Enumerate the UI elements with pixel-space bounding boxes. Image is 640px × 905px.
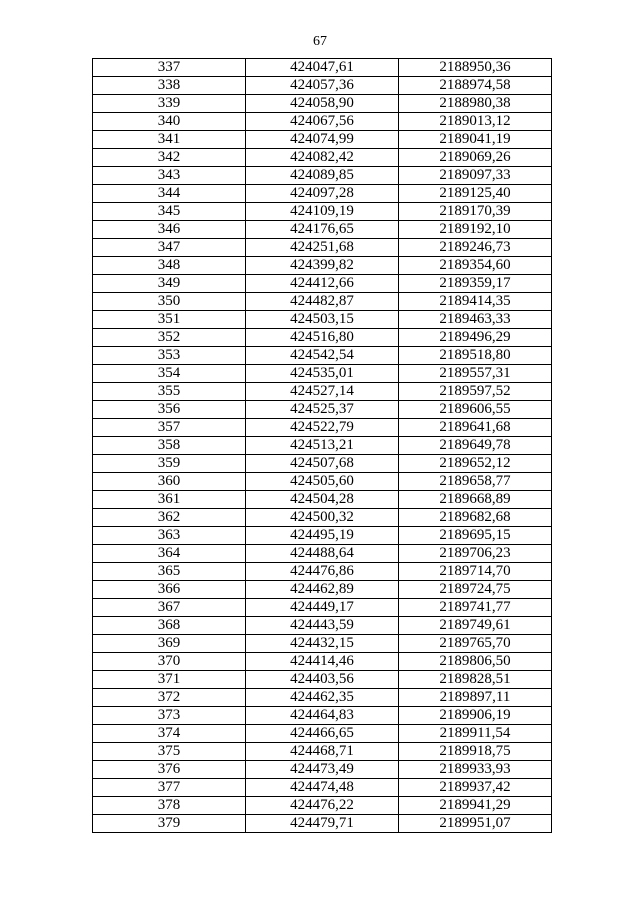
x-coordinate-cell: 424505,60 [246, 473, 399, 491]
point-number-cell: 344 [93, 185, 246, 203]
point-number-cell: 355 [93, 383, 246, 401]
y-coordinate-cell: 2189724,75 [399, 581, 552, 599]
y-coordinate-cell: 2188950,36 [399, 59, 552, 77]
point-number-cell: 375 [93, 743, 246, 761]
table-row [93, 59, 552, 77]
x-coordinate-cell: 424462,89 [246, 581, 399, 599]
point-number-cell: 365 [93, 563, 246, 581]
point-number-cell: 362 [93, 509, 246, 527]
y-coordinate-cell: 2189695,15 [399, 527, 552, 545]
table-row [93, 779, 552, 797]
point-number-cell: 359 [93, 455, 246, 473]
point-number-cell: 368 [93, 617, 246, 635]
x-coordinate-cell: 424504,28 [246, 491, 399, 509]
page-number: 67 [313, 34, 327, 49]
table-row [93, 239, 552, 257]
point-number-cell: 346 [93, 221, 246, 239]
y-coordinate-cell: 2189170,39 [399, 203, 552, 221]
y-coordinate-cell: 2189496,29 [399, 329, 552, 347]
table-row [93, 599, 552, 617]
x-coordinate-cell: 424443,59 [246, 617, 399, 635]
point-number-cell: 367 [93, 599, 246, 617]
y-coordinate-cell: 2189069,26 [399, 149, 552, 167]
x-coordinate-cell: 424507,68 [246, 455, 399, 473]
x-coordinate-cell: 424473,49 [246, 761, 399, 779]
y-coordinate-cell: 2189041,19 [399, 131, 552, 149]
y-coordinate-cell: 2189192,10 [399, 221, 552, 239]
x-coordinate-cell: 424476,22 [246, 797, 399, 815]
y-coordinate-cell: 2189911,54 [399, 725, 552, 743]
table-row [93, 491, 552, 509]
x-coordinate-cell: 424513,21 [246, 437, 399, 455]
table-row [93, 689, 552, 707]
x-coordinate-cell: 424535,01 [246, 365, 399, 383]
table-row [93, 761, 552, 779]
table-row [93, 221, 552, 239]
table-row [93, 563, 552, 581]
x-coordinate-cell: 424476,86 [246, 563, 399, 581]
table-row [93, 149, 552, 167]
point-number-cell: 366 [93, 581, 246, 599]
table-row [93, 419, 552, 437]
x-coordinate-cell: 424482,87 [246, 293, 399, 311]
x-coordinate-cell: 424057,36 [246, 77, 399, 95]
x-coordinate-cell: 424082,42 [246, 149, 399, 167]
point-number-cell: 363 [93, 527, 246, 545]
x-coordinate-cell: 424468,71 [246, 743, 399, 761]
point-number-cell: 340 [93, 113, 246, 131]
x-coordinate-cell: 424488,64 [246, 545, 399, 563]
x-coordinate-cell: 424542,54 [246, 347, 399, 365]
point-number-cell: 353 [93, 347, 246, 365]
y-coordinate-cell: 2189597,52 [399, 383, 552, 401]
x-coordinate-cell: 424474,48 [246, 779, 399, 797]
point-number-cell: 356 [93, 401, 246, 419]
table-row [93, 131, 552, 149]
x-coordinate-cell: 424403,56 [246, 671, 399, 689]
y-coordinate-cell: 2189682,68 [399, 509, 552, 527]
point-number-cell: 342 [93, 149, 246, 167]
point-number-cell: 376 [93, 761, 246, 779]
table-row [93, 437, 552, 455]
table-row [93, 815, 552, 833]
point-number-cell: 361 [93, 491, 246, 509]
table-row [93, 401, 552, 419]
x-coordinate-cell: 424058,90 [246, 95, 399, 113]
y-coordinate-cell: 2189937,42 [399, 779, 552, 797]
point-number-cell: 343 [93, 167, 246, 185]
table-row [93, 257, 552, 275]
y-coordinate-cell: 2189641,68 [399, 419, 552, 437]
y-coordinate-cell: 2189897,11 [399, 689, 552, 707]
y-coordinate-cell: 2189941,29 [399, 797, 552, 815]
table-row [93, 635, 552, 653]
y-coordinate-cell: 2189246,73 [399, 239, 552, 257]
y-coordinate-cell: 2189806,50 [399, 653, 552, 671]
x-coordinate-cell: 424462,35 [246, 689, 399, 707]
point-number-cell: 349 [93, 275, 246, 293]
y-coordinate-cell: 2189658,77 [399, 473, 552, 491]
point-number-cell: 358 [93, 437, 246, 455]
table-row [93, 347, 552, 365]
y-coordinate-cell: 2188974,58 [399, 77, 552, 95]
y-coordinate-cell: 2189706,23 [399, 545, 552, 563]
x-coordinate-cell: 424412,66 [246, 275, 399, 293]
x-coordinate-cell: 424399,82 [246, 257, 399, 275]
y-coordinate-cell: 2189652,12 [399, 455, 552, 473]
y-coordinate-cell: 2189828,51 [399, 671, 552, 689]
y-coordinate-cell: 2189097,33 [399, 167, 552, 185]
x-coordinate-cell: 424074,99 [246, 131, 399, 149]
table-row [93, 77, 552, 95]
point-number-cell: 360 [93, 473, 246, 491]
point-number-cell: 350 [93, 293, 246, 311]
x-coordinate-cell: 424527,14 [246, 383, 399, 401]
table-row [93, 167, 552, 185]
y-coordinate-cell: 2189933,93 [399, 761, 552, 779]
table-row [93, 527, 552, 545]
table-row [93, 797, 552, 815]
point-number-cell: 379 [93, 815, 246, 833]
x-coordinate-cell: 424466,65 [246, 725, 399, 743]
point-number-cell: 374 [93, 725, 246, 743]
y-coordinate-cell: 2189918,75 [399, 743, 552, 761]
table-row [93, 275, 552, 293]
table-row [93, 113, 552, 131]
table-row [93, 185, 552, 203]
x-coordinate-cell: 424109,19 [246, 203, 399, 221]
point-number-cell: 341 [93, 131, 246, 149]
point-number-cell: 338 [93, 77, 246, 95]
point-number-cell: 378 [93, 797, 246, 815]
point-number-cell: 371 [93, 671, 246, 689]
point-number-cell: 339 [93, 95, 246, 113]
point-number-cell: 348 [93, 257, 246, 275]
table-row [93, 743, 552, 761]
point-number-cell: 354 [93, 365, 246, 383]
y-coordinate-cell: 2189714,70 [399, 563, 552, 581]
x-coordinate-cell: 424503,15 [246, 311, 399, 329]
point-number-cell: 337 [93, 59, 246, 77]
y-coordinate-cell: 2189414,35 [399, 293, 552, 311]
table-row [93, 509, 552, 527]
x-coordinate-cell: 424414,46 [246, 653, 399, 671]
table-row [93, 617, 552, 635]
table-row [93, 311, 552, 329]
x-coordinate-cell: 424516,80 [246, 329, 399, 347]
coordinates-table [92, 58, 552, 833]
point-number-cell: 345 [93, 203, 246, 221]
y-coordinate-cell: 2189606,55 [399, 401, 552, 419]
point-number-cell: 369 [93, 635, 246, 653]
y-coordinate-cell: 2189013,12 [399, 113, 552, 131]
table-body [93, 59, 552, 833]
table-row [93, 707, 552, 725]
point-number-cell: 347 [93, 239, 246, 257]
x-coordinate-cell: 424522,79 [246, 419, 399, 437]
x-coordinate-cell: 424495,19 [246, 527, 399, 545]
x-coordinate-cell: 424097,28 [246, 185, 399, 203]
table-row [93, 473, 552, 491]
y-coordinate-cell: 2189359,17 [399, 275, 552, 293]
y-coordinate-cell: 2189557,31 [399, 365, 552, 383]
x-coordinate-cell: 424047,61 [246, 59, 399, 77]
point-number-cell: 357 [93, 419, 246, 437]
point-number-cell: 372 [93, 689, 246, 707]
x-coordinate-cell: 424089,85 [246, 167, 399, 185]
y-coordinate-cell: 2189354,60 [399, 257, 552, 275]
point-number-cell: 352 [93, 329, 246, 347]
point-number-cell: 377 [93, 779, 246, 797]
table-row [93, 653, 552, 671]
y-coordinate-cell: 2189951,07 [399, 815, 552, 833]
table-row [93, 293, 552, 311]
y-coordinate-cell: 2189649,78 [399, 437, 552, 455]
y-coordinate-cell: 2189125,40 [399, 185, 552, 203]
point-number-cell: 370 [93, 653, 246, 671]
table-row [93, 383, 552, 401]
x-coordinate-cell: 424432,15 [246, 635, 399, 653]
x-coordinate-cell: 424500,32 [246, 509, 399, 527]
table-row [93, 725, 552, 743]
y-coordinate-cell: 2189668,89 [399, 491, 552, 509]
point-number-cell: 351 [93, 311, 246, 329]
x-coordinate-cell: 424251,68 [246, 239, 399, 257]
table-row [93, 545, 552, 563]
x-coordinate-cell: 424479,71 [246, 815, 399, 833]
y-coordinate-cell: 2189741,77 [399, 599, 552, 617]
x-coordinate-cell: 424525,37 [246, 401, 399, 419]
y-coordinate-cell: 2188980,38 [399, 95, 552, 113]
x-coordinate-cell: 424449,17 [246, 599, 399, 617]
y-coordinate-cell: 2189518,80 [399, 347, 552, 365]
table-row [93, 203, 552, 221]
table-row [93, 455, 552, 473]
table-row [93, 329, 552, 347]
y-coordinate-cell: 2189765,70 [399, 635, 552, 653]
y-coordinate-cell: 2189463,33 [399, 311, 552, 329]
table-row [93, 581, 552, 599]
y-coordinate-cell: 2189749,61 [399, 617, 552, 635]
table-row [93, 95, 552, 113]
x-coordinate-cell: 424067,56 [246, 113, 399, 131]
table-row [93, 671, 552, 689]
point-number-cell: 373 [93, 707, 246, 725]
x-coordinate-cell: 424176,65 [246, 221, 399, 239]
y-coordinate-cell: 2189906,19 [399, 707, 552, 725]
point-number-cell: 364 [93, 545, 246, 563]
table-row [93, 365, 552, 383]
x-coordinate-cell: 424464,83 [246, 707, 399, 725]
